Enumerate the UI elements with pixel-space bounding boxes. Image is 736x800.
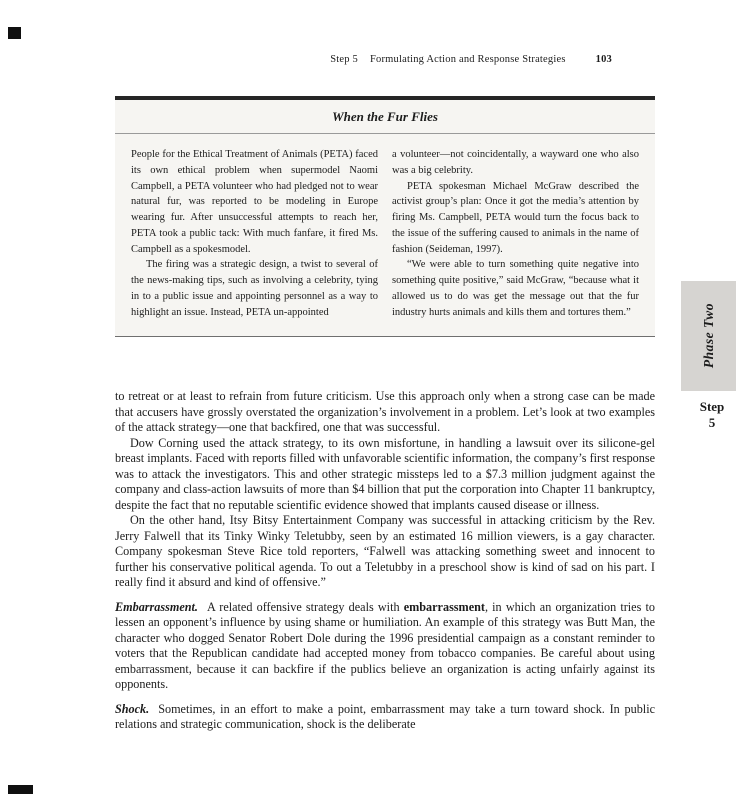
case-box-title: When the Fur Flies: [332, 109, 438, 124]
running-head: [115, 54, 612, 65]
bold-key-term: embarrassment: [403, 599, 485, 614]
body-text: [115, 389, 655, 733]
paragraph-text: , in which an organization tries to lessen an opponent’s influence by using shame or humiliation. An example of this strategy was Butt Man, the character who dogged Senator Robert Dole during the 1996 presidential campaign as a constant reminder to voters that the Republican candidate had accepted money from tobacco companies. Be careful about using embarrassment, because it can backfire if the publics believe an organization is acting unfairly against its opponents.: [115, 599, 655, 691]
paragraph-text: A related offensive strategy deals with: [206, 599, 404, 614]
paragraph-lead-in: Shock.: [115, 701, 150, 716]
case-paragraph: a volunteer—not coincidentally, a wayward one who also was a big celebrity.: [392, 149, 639, 176]
body-paragraph: Dow Corning used the attack strategy, to its own misfortune, in handling a lawsuit over its silicone-gel breast implants. Faced with reports filled with unfavorable scientific information, the company’s first response was to attack the investigators. This and other strategic missteps led to a $7.3 million judgment against the company and class-action lawsuits of more than $4 billion that put the corporation into Chapter 11 bankruptcy, despite the fact that no reputable scientific evidence showed that implants caused disease or illness.: [115, 435, 655, 512]
step-marker: [688, 399, 736, 431]
case-paragraph: “We were able to turn something quite negative into something quite positive,” said McGraw, “because what it allowed us to do was get the message out that the fur industry hurts animals and kills them and tortures them.”: [392, 259, 639, 318]
running-head-section: Step 5: [330, 54, 358, 65]
body-paragraph: On the other hand, Itsy Bitsy Entertainment Company was successful in attacking criticism by the Rev. Jerry Falwell that its Tinky Winky Teletubby, seen by an estimated 16 million viewers, is a gay character. Company spokesman Steve Rice told reporters, “Falwell was attacking something sweet and innocent to further his conservative political agenda. To out a Teletubby in a preschool show is kind of sad on his part. I really find it absurd and kind of offensive.”: [115, 513, 655, 589]
phase-tab-label: Phase Two: [700, 303, 716, 369]
step-marker-word: Step: [699, 399, 725, 414]
case-study-box: [115, 96, 655, 337]
scan-mark-bottom-left: [8, 785, 33, 794]
paragraph-lead-in: Embarrassment.: [115, 599, 198, 614]
case-paragraph: The firing was a strategic design, a twist to several of the news-making tips, such as involving a celebrity, tying in to a public issue and appointing personnel as a way to highlight an issue. Instead, PETA un-appointed: [131, 259, 378, 318]
scan-mark-top-left: [8, 27, 21, 39]
case-box-right-column: [392, 147, 639, 320]
body-paragraph-embarrassment: [115, 600, 655, 693]
case-box-columns: [115, 134, 655, 336]
case-paragraph: PETA spokesman Michael McGraw described the activist group’s plan: Once it got the media’s attention by firing Ms. Campbell, PETA would turn the focus back to the issue of the suffering caused to animals in the name of fashion (Seideman, 1997).: [392, 180, 639, 255]
case-box-left-column: [131, 147, 378, 320]
step-marker-number: 5: [708, 415, 716, 430]
paragraph-text: Sometimes, in an effort to make a point, embarrassment may take a turn toward shock. In public relations and strategic communication, shock is the deliberate: [115, 701, 655, 731]
page-number: 103: [595, 54, 612, 65]
body-paragraph-shock: [115, 702, 655, 733]
case-paragraph: People for the Ethical Treatment of Animals (PETA) faced its own ethical problem when supermodel Naomi Campbell, a PETA volunteer who had pledged not to wear natural fur, was reported to be modeling in Europe wearing fur. After unsuccessful attempts to reach her, PETA took a public tack: With much fanfare, it fired Ms. Campbell as a spokesmodel.: [131, 149, 378, 255]
phase-tab: [681, 281, 736, 391]
body-paragraph: to retreat or at least to refrain from future criticism. Use this approach only when a strong case can be made that accusers have grossly overstated the organization’s involvement in a problem. Let’s look at two examples of the attack strategy—one that backfired, one that was successful.: [115, 389, 655, 434]
running-head-title: Formulating Action and Response Strategies: [370, 54, 566, 65]
